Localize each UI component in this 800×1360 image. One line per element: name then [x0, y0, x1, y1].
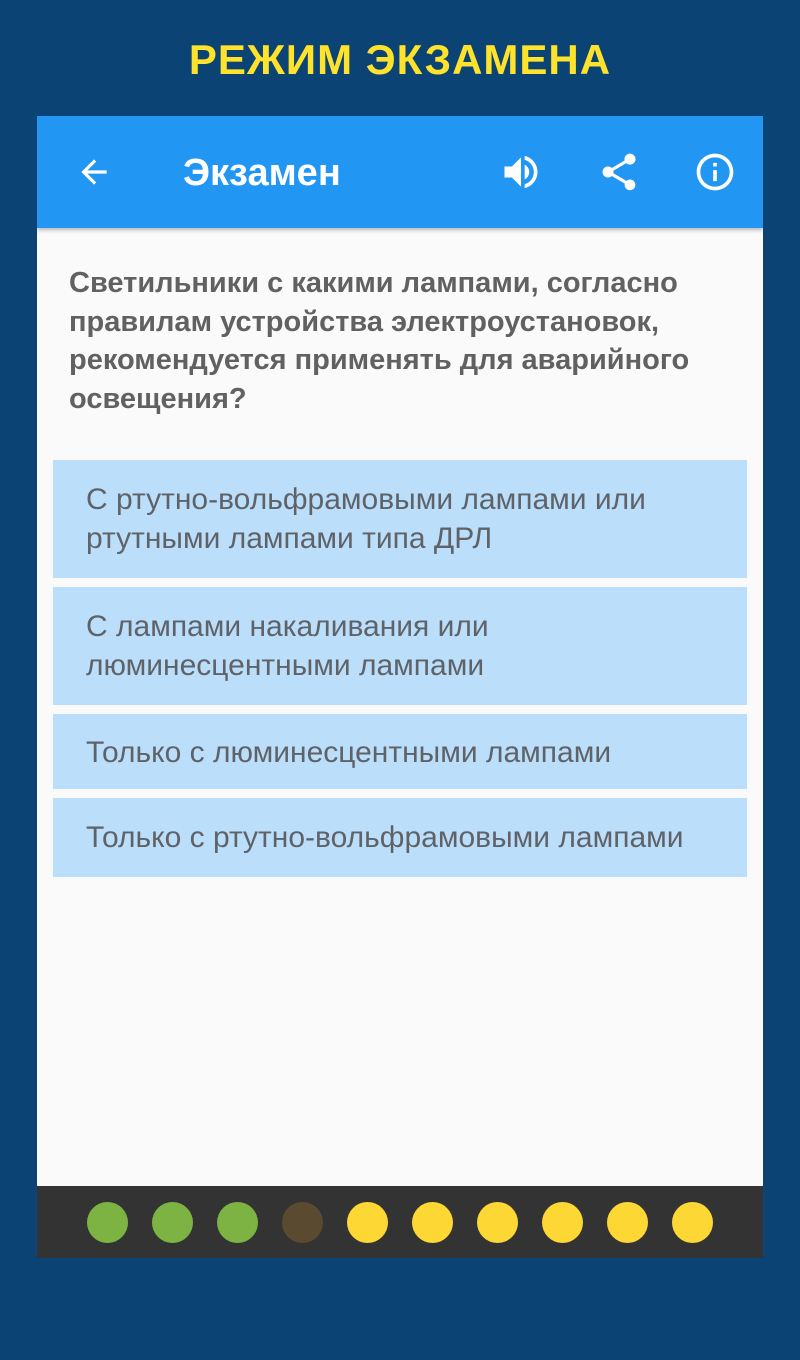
- info-icon: [693, 150, 737, 194]
- answer-option-4[interactable]: Только с ртутно-вольфрамовыми лампами: [53, 798, 747, 877]
- progress-dot-3[interactable]: [217, 1202, 258, 1243]
- app-screen: [37, 116, 763, 1258]
- progress-dot-1[interactable]: [87, 1202, 128, 1243]
- app-bar: [37, 116, 763, 228]
- answer-option-2[interactable]: С лампами накаливания или люминесцентными лампами: [53, 587, 747, 705]
- question-progress-bar: [37, 1186, 763, 1258]
- progress-dot-2[interactable]: [152, 1202, 193, 1243]
- progress-dot-10[interactable]: [672, 1202, 713, 1243]
- back-button[interactable]: [69, 147, 119, 197]
- question-text: Светильники с какими лампами, согласно правилам устройства электроустановок, рекомендуется применять для аварийного освещения?: [69, 267, 690, 415]
- sound-button[interactable]: [496, 147, 546, 197]
- info-button[interactable]: [690, 147, 740, 197]
- answer-option-3[interactable]: Только с люминесцентными лампами: [53, 714, 747, 789]
- progress-dot-4[interactable]: [282, 1202, 323, 1243]
- share-icon: [597, 150, 641, 194]
- page-title: Экзамен: [183, 152, 341, 194]
- question-content: [37, 228, 763, 854]
- answer-list: [53, 460, 747, 886]
- share-button[interactable]: [594, 147, 644, 197]
- volume-icon: [499, 150, 543, 194]
- progress-dot-7[interactable]: [477, 1202, 518, 1243]
- exam-mode-banner: РЕЖИМ ЭКЗАМЕНА: [188, 36, 612, 83]
- answer-option-1[interactable]: С ртутно-вольфрамовыми лампами или ртутными лампами типа ДРЛ: [53, 460, 747, 578]
- progress-dot-5[interactable]: [347, 1202, 388, 1243]
- arrow-back-icon: [75, 153, 113, 191]
- progress-dot-8[interactable]: [542, 1202, 583, 1243]
- progress-dot-6[interactable]: [412, 1202, 453, 1243]
- progress-dot-9[interactable]: [607, 1202, 648, 1243]
